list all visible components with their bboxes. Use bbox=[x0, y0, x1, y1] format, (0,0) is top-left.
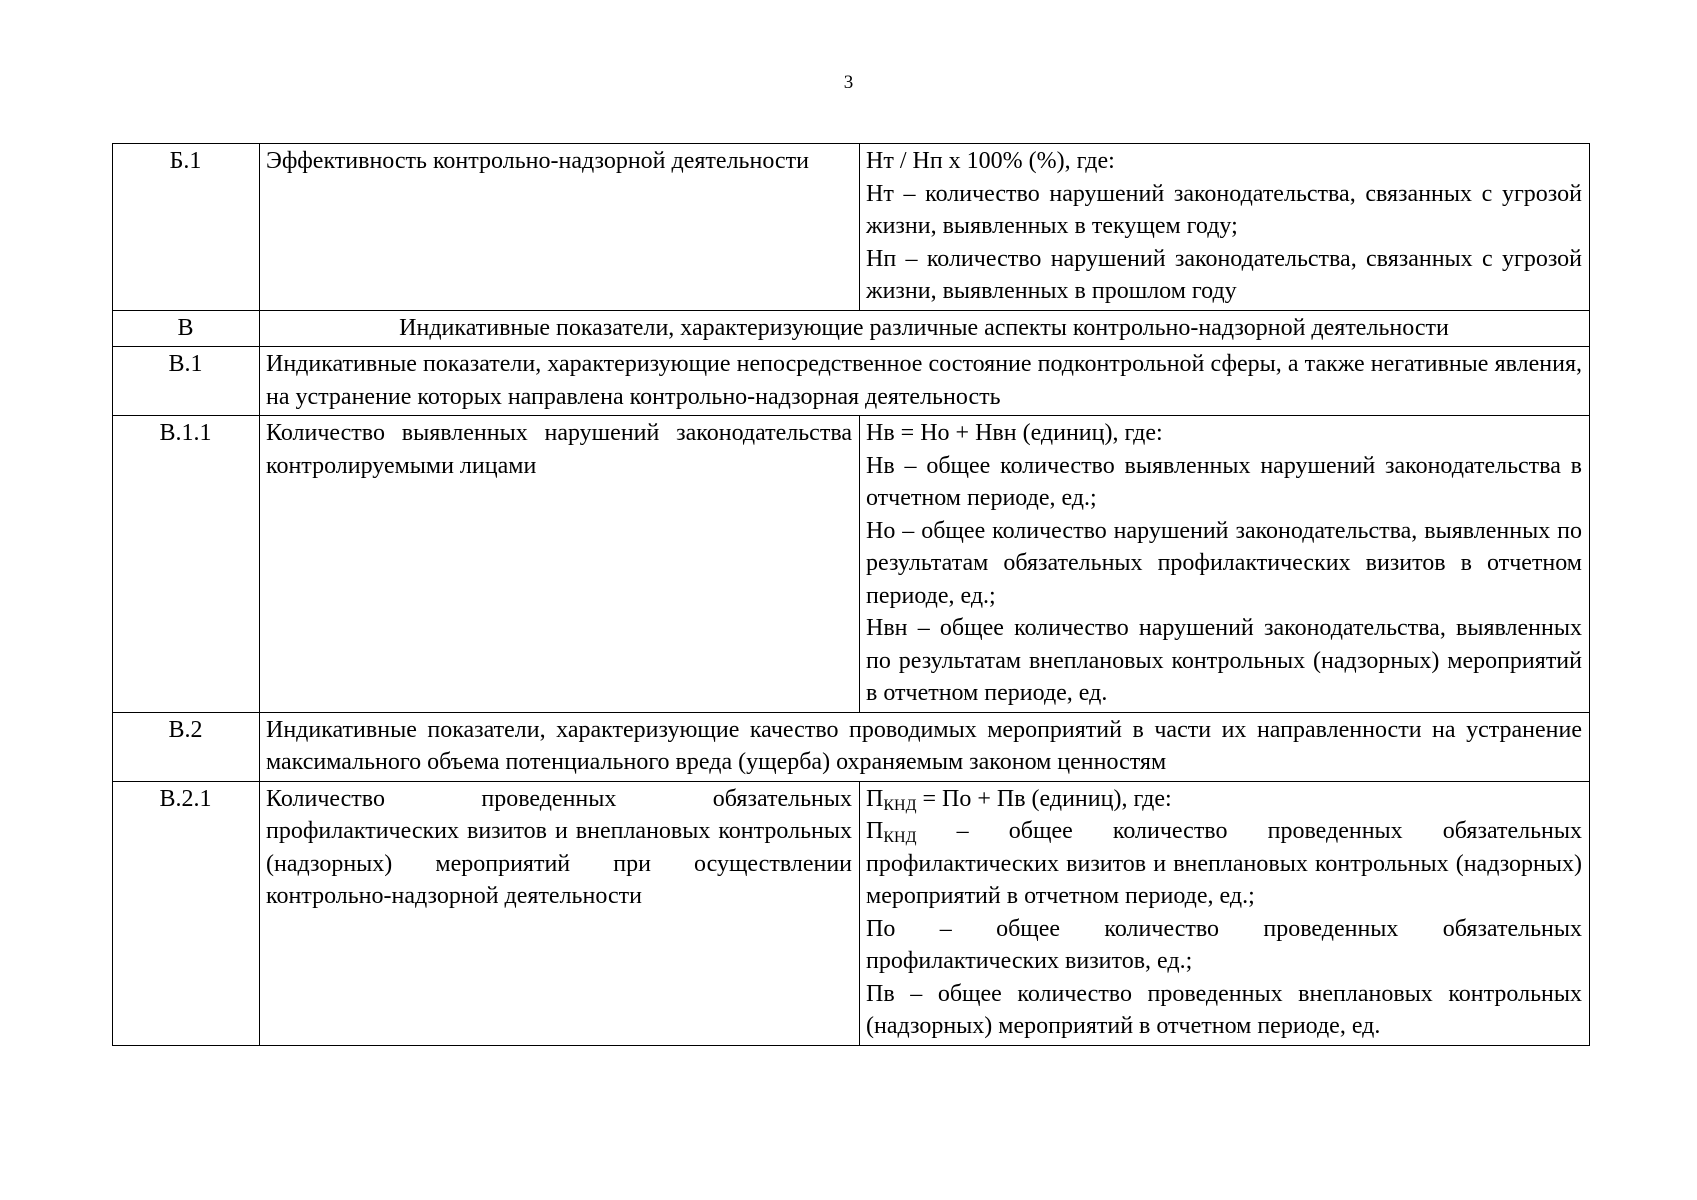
formula-definition: По – общее количество проведенных обязательных профилактических визитов, ед.; bbox=[866, 915, 1582, 974]
formula-line bbox=[866, 783, 1582, 816]
formula-line: Нт / Нп х 100% (%), где: bbox=[866, 148, 1115, 174]
section-heading: Индикативные показатели, характеризующие различные аспекты контрольно-надзорной деятельности bbox=[260, 310, 1590, 347]
formula-rest: = По + Пв (единиц), где: bbox=[916, 785, 1172, 812]
indicator-name: Количество выявленных нарушений законодательства контролируемыми лицами bbox=[260, 416, 860, 713]
row-code: В bbox=[113, 310, 260, 347]
section-heading: Индикативные показатели, характеризующие качество проводимых мероприятий в части их направленности на устранение максимального объема потенциального вреда (ущерба) охраняемым законом ценностям bbox=[260, 712, 1590, 781]
indicator-name: Эффективность контрольно-надзорной деятельности bbox=[260, 144, 860, 311]
table-row-b1 bbox=[113, 144, 1590, 311]
formula-definition bbox=[866, 815, 1582, 913]
table-row-v11 bbox=[113, 416, 1590, 713]
definition-symbol: П bbox=[866, 818, 884, 844]
table-row-v bbox=[113, 310, 1590, 347]
table-row-v21 bbox=[113, 781, 1590, 1045]
formula-definition: Но – общее количество нарушений законодательства, выявленных по результатам обязательных профилактических визитов в отчетном периоде, ед.; bbox=[866, 517, 1582, 609]
row-code: Б.1 bbox=[113, 144, 260, 311]
row-code: В.2 bbox=[113, 712, 260, 781]
definition-subscript: КНД bbox=[883, 829, 917, 846]
formula-definition: Пв – общее количество проведенных внеплановых контрольных (надзорных) мероприятий в отчетном периоде, ед. bbox=[866, 980, 1582, 1039]
formula-line: Нв = Но + Нвн (единиц), где: bbox=[866, 420, 1163, 446]
indicator-formula bbox=[860, 416, 1590, 713]
indicators-table bbox=[112, 143, 1590, 1046]
indicator-formula bbox=[860, 781, 1590, 1045]
indicator-name: Количество проведенных обязательных профилактических визитов и внеплановых контрольных (надзорных) мероприятий при осуществлении контрольно-надзорной деятельности bbox=[260, 781, 860, 1045]
formula-definition: Нп – количество нарушений законодательства, связанных с угрозой жизни, выявленных в прошлом году bbox=[866, 245, 1582, 304]
indicator-formula bbox=[860, 144, 1590, 311]
formula-definition: Нвн – общее количество нарушений законодательства, выявленных по результатам внеплановых контрольных (надзорных) мероприятий в отчетном периоде, ед. bbox=[866, 615, 1582, 706]
table-row-v1 bbox=[113, 347, 1590, 416]
section-heading: Индикативные показатели, характеризующие непосредственное состояние подконтрольной сферы, а также негативные явления, на устранение которых направлена контрольно-надзорная деятельность bbox=[260, 347, 1590, 416]
row-code: В.1.1 bbox=[113, 416, 260, 713]
row-code: В.1 bbox=[113, 347, 260, 416]
formula-definition: Нт – количество нарушений законодательства, связанных с угрозой жизни, выявленных в текущем году; bbox=[866, 180, 1582, 239]
formula-symbol: П bbox=[866, 785, 884, 812]
page-number: 3 bbox=[843, 72, 854, 93]
formula-definition: Нв – общее количество выявленных нарушений законодательства в отчетном периоде, ед.; bbox=[866, 452, 1582, 511]
definition-rest: – общее количество проведенных обязательных профилактических визитов и внеплановых контрольных (надзорных) мероприятий в отчетном периоде, ед.; bbox=[866, 818, 1582, 909]
row-code: В.2.1 bbox=[113, 781, 260, 1045]
table-row-v2 bbox=[113, 712, 1590, 781]
formula-subscript: КНД bbox=[883, 796, 917, 814]
